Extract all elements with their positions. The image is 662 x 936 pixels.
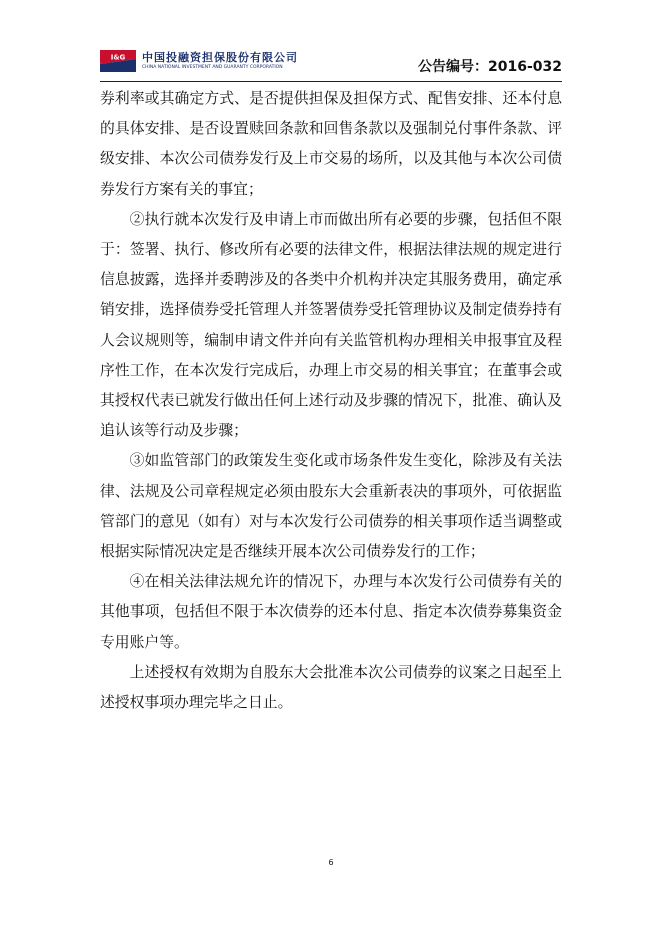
- paragraph-continuation: 券利率或其确定方式、是否提供担保及担保方式、配售安排、还本付息的具体安排、是否设置赎回条款和回售条款以及强制兑付事件条款、评级安排、本次公司债券发行及上市交易的场所，以及其他与本次公司债券发行方案有关的事宜；: [100, 90, 562, 198]
- announcement-number: 公告编号：2016-032: [418, 59, 562, 75]
- paragraph-authorization-period: 上述授权有效期为自股东大会批准本次公司债券的议案之日起至上述授权事项办理完毕之日止。: [100, 663, 562, 712]
- header-divider: [100, 81, 562, 82]
- paragraph-item-3: ③如监管部门的政策发生变化或市场条件发生变化，除涉及有关法律、法规及公司章程规定必须由股东大会重新表决的事项外，可依据监管部门的意见（如有）对与本次发行公司债券的相关事项作适当调整或根据实际情况决定是否继续开展本次公司债券发行的工作；: [100, 452, 562, 561]
- company-logo-icon: [100, 50, 136, 72]
- document-body: [100, 84, 562, 718]
- logo-text: I&G: [110, 53, 126, 62]
- company-name-cn: 中国投融资担保股份有限公司: [142, 51, 298, 64]
- paragraph-item-2: ②执行就本次发行及申请上市而做出所有必要的步骤，包括但不限于：签署、执行、修改所有必要的法律文件，根据法律法规的规定进行信息披露，选择并委聘涉及的各类中介机构并决定其服务费用，确定承销安排，选择债券受托管理人并签署债券受托管理协议及制定债券持有人会议规则等，编制申请文件并向有关监管机构办理相关申报事宜及程序性工作，在本次发行完成后，办理上市交易的相关事宜；在董事会或其授权代表已就发行做出任何上述行动及步骤的情况下，批准、确认及追认该等行动及步骤；: [100, 210, 562, 440]
- company-name-en: CHINA NATIONAL INVESTMENT AND GUARANTY CORPORATION: [142, 65, 283, 70]
- page-number: 6: [328, 858, 334, 867]
- paragraph-item-4: ④在相关法律法规允许的情况下，办理与本次发行公司债券有关的其他事项，包括但不限于本次债券的还本付息、指定本次债券募集资金专用账户等。: [100, 573, 562, 651]
- page-header: [100, 44, 562, 80]
